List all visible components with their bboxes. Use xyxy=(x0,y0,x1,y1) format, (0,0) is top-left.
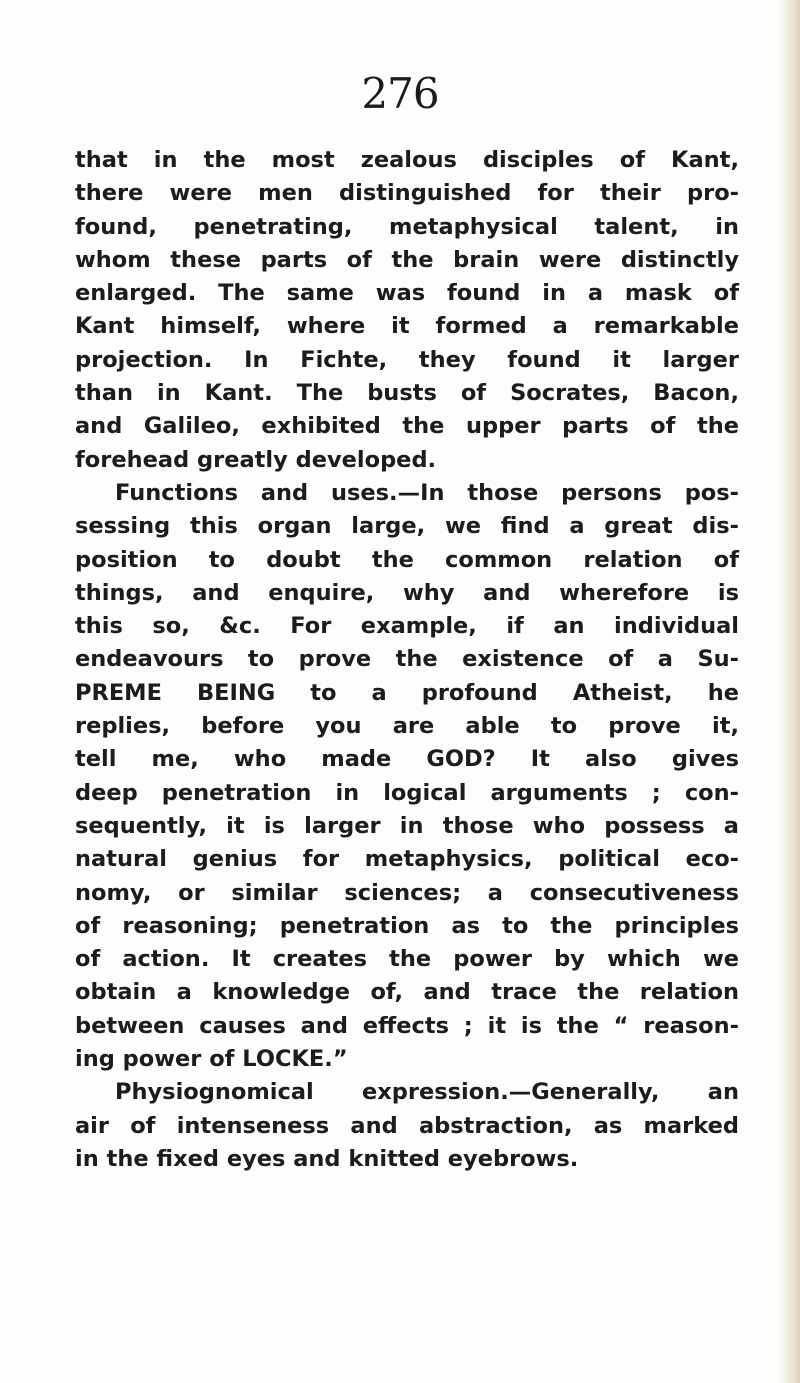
text-line: replies, before you are able to prove it, xyxy=(75,713,739,740)
text-line: Physiognomical expression.—Generally, an xyxy=(115,1079,739,1106)
text-line: obtain a knowledge of, and trace the relation xyxy=(75,979,739,1006)
text-line: this so, &c. For example, if an individual xyxy=(75,613,739,640)
page-number: 276 xyxy=(361,69,439,118)
text-line: things, and enquire, why and wherefore is xyxy=(75,579,739,606)
text-line: ing power of LOCKE.” xyxy=(75,1046,348,1073)
text-line: deep penetration in logical arguments ; con- xyxy=(75,779,739,806)
text-line: whom these parts of the brain were distinctly xyxy=(75,246,739,273)
text-line: found, penetrating, metaphysical talent, in xyxy=(75,213,739,240)
text-line: endeavours to prove the existence of a Su- xyxy=(75,646,739,673)
text-line: Kant himself, where it formed a remarkable xyxy=(75,313,739,340)
text-line: sequently, it is larger in those who possess a xyxy=(75,812,739,839)
text-line: natural genius for metaphysics, political eco- xyxy=(75,846,739,873)
text-line: there were men distinguished for their pro- xyxy=(75,180,739,207)
text-line: nomy, or similar sciences; a consecutiveness xyxy=(75,879,739,906)
text-line: of reasoning; penetration as to the principles xyxy=(75,912,739,939)
text-line: forehead greatly developed. xyxy=(75,446,437,473)
text-line: between causes and effects ; it is the “ reason- xyxy=(75,1012,739,1039)
text-line: than in Kant. The busts of Socrates, Bacon, xyxy=(75,380,739,407)
text-line: sessing this organ large, we find a great dis- xyxy=(75,513,739,540)
text-line: air of intenseness and abstraction, as marked xyxy=(75,1112,739,1139)
text-line: enlarged. The same was found in a mask of xyxy=(75,280,739,307)
text-line: in the fixed eyes and knitted eyebrows. xyxy=(75,1145,579,1172)
text-line: PREME BEING to a profound Atheist, he xyxy=(75,679,739,706)
text-line: and Galileo, exhibited the upper parts of the xyxy=(75,413,739,440)
text-line: Functions and uses.—In those persons pos- xyxy=(115,479,739,506)
text-line: projection. In Fichte, they found it larger xyxy=(75,346,739,373)
body-text xyxy=(75,144,739,1176)
text-line: that in the most zealous disciples of Kant, xyxy=(75,147,739,173)
text-line: position to doubt the common relation of xyxy=(75,546,739,573)
text-line: tell me, who made GOD? It also gives xyxy=(75,746,739,773)
text-line: of action. It creates the power by which we xyxy=(75,946,739,973)
page-edge-shadow xyxy=(778,0,800,1383)
